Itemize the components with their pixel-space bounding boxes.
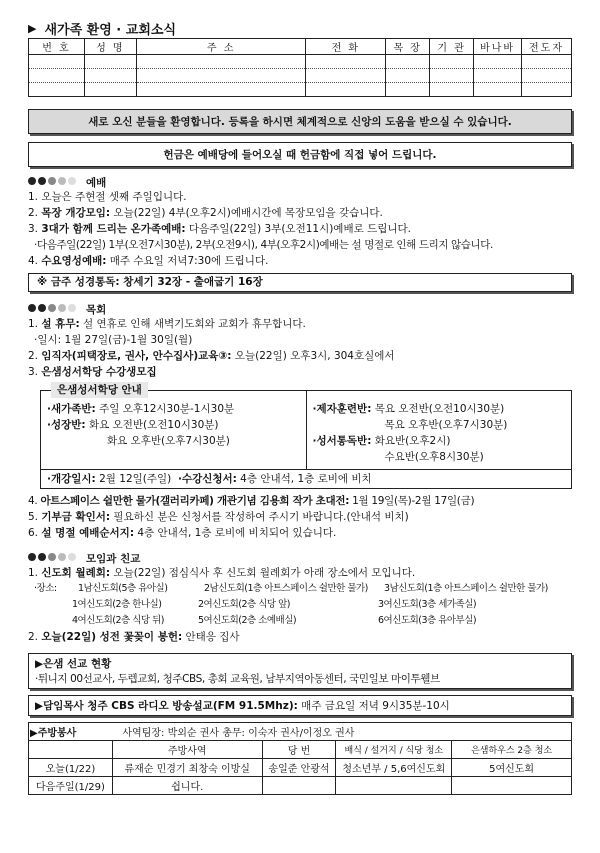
missions-box: [28, 653, 572, 689]
bible-school-box: [40, 384, 572, 489]
register-row: [29, 55, 572, 69]
bulletin-page: [28, 18, 572, 795]
list-item: 3. 3대가 함께 드리는 온가족예배: 다음주일(22일) 3부(오전11시)예배로 드립니다.: [28, 223, 411, 235]
list-item: ·일시: 1월 27일(금)-1월 30일(월): [34, 334, 193, 346]
col-number: 번 호: [29, 39, 85, 55]
list-item: 4. 아트스페이스 쉴만한 물가(갤러리카페) 개관기념 김용희 작가 초대전: 1월 19일(목)-2월 17일(금): [28, 495, 475, 507]
list-item: 4. 수요영성예배: 매주 수요일 저녁7:30에 드립니다.: [28, 255, 269, 267]
bible-reading-note: ※ 금주 성경통독: 창세기 32장 - 출애굽기 16장: [28, 273, 572, 292]
col-barnabas: 바나바: [474, 39, 522, 55]
radio-text: 매주 금요일 저녁 9시35분-10시: [297, 700, 450, 712]
list-item: 2. 목장 개강모임: 오늘(22일) 4부(오후2시)예배시간에 목장모임을 갖습니다.: [28, 207, 383, 219]
bible-school-right: ·제자훈련반: 목요 오전반(오전10시30분) 목요 오후반(오후7시30분) ·성서통독반: 화요반(오후2시) 수요반(오후8시30분): [306, 391, 572, 469]
col-group: 목 장: [386, 39, 430, 55]
radio-box: [28, 695, 572, 716]
bible-school-bottom: ·개강일시: 2월 12일(주일) ·수강신청서: 4층 안내석, 1층 로비에 비치: [41, 469, 571, 488]
fellowship-heading: [28, 551, 572, 565]
table-row: 오늘(1/22) 류재순 민경기 최창숙 이방실 송일준 안광석 청소년부 / 5,6여신도회 5여신도회: [29, 759, 572, 777]
dots-icon: [28, 304, 78, 315]
col-phone: 전 화: [306, 39, 386, 55]
bible-school-tag: 은샘성서학당 안내: [51, 382, 148, 398]
list-item: 2. 오늘(22일) 성전 꽃꽂이 봉헌: 안태응 집사: [28, 631, 240, 643]
pastoral-list: [28, 316, 572, 380]
list-item: 3. 은샘성서학당 수강생모집: [28, 366, 157, 378]
col-evangelist: 전도자: [522, 39, 572, 55]
col-serving: 배식 / 설거지 / 식당 청소: [336, 741, 452, 759]
offering-box: 헌금은 예배당에 들어오실 때 헌금함에 직접 넣어 드립니다.: [28, 142, 572, 167]
col-address: 주 소: [136, 39, 306, 55]
list-item: 1. 설 휴무: 설 연휴로 인해 새벽기도회와 교회가 휴무합니다.: [28, 318, 306, 330]
pastoral-heading-text: 목회: [86, 303, 107, 316]
kitchen-duty-subtitle: 사역팀장: 박외순 권사 총무: 이숙자 권사/이정오 권사: [112, 723, 571, 741]
col-on-duty: 당 번: [262, 741, 336, 759]
pastoral-heading: [28, 302, 572, 316]
worship-heading: [28, 175, 572, 189]
dots-icon: [28, 177, 78, 188]
register-row: [29, 69, 572, 83]
list-item: 5. 기부금 확인서: 필요하신 분은 신청서를 작성하여 주시기 바랍니다.(안내석 비치): [28, 511, 409, 523]
missions-title: ▶은샘 선교 현황: [35, 658, 112, 670]
fellowship-places: ·장소: 1남신도회(5층 유아실) 2남신도회(1층 아트스페이스 쉴만한 물가) 3남신도회(1층 아트스페이스 쉴만한 물가) 1여신도회(2층 한나실) 2여신도회(2층 식당 앞) 3여신도회(3층 세가족실) 4여신도회(2층 식당 뒤) 5여신도회(2층 소예배실) 6여신도회(3층 유아부실): [34, 583, 548, 626]
kitchen-duty-table: [28, 722, 572, 795]
radio-title: ▶담임목사 청주 CBS 라디오 방송설교(FM 91.5Mhz):: [35, 700, 298, 712]
col-kitchen: 주방사역: [112, 741, 262, 759]
col-name: 성 명: [84, 39, 136, 55]
worship-list: [28, 189, 572, 269]
triangle-icon: ▶: [28, 21, 37, 35]
missions-text: ·튀니지 00선교사, 두렙교회, 청주CBS, 총회 교육원, 남부지역아동센터, 국민일보 마이투웰브: [35, 673, 440, 685]
register-row: [29, 83, 572, 97]
list-item: 6. 설 명절 예배순서지: 4층 안내석, 1층 로비에 비치되어 있습니다.: [28, 527, 337, 539]
pastoral-more-list: [28, 493, 572, 541]
page-title: 새가족 환영 · 교회소식: [44, 22, 177, 38]
list-item: 1. 오늘은 주현절 셋째 주일입니다.: [28, 191, 187, 203]
col-org: 기 관: [430, 39, 474, 55]
fellowship-heading-text: 모임과 친교: [86, 552, 141, 565]
newcomer-register-table: [28, 38, 572, 97]
bible-school-left: ·새가족반: 주일 오후12시30분-1시30분 ·성장반: 화요 오전반(오전10시30분) 화요 오후반(오후7시30분): [47, 403, 235, 447]
dots-icon: [28, 553, 78, 564]
col-house-cleaning: 은샘하우스 2층 청소: [452, 741, 572, 759]
list-item: 2. 임직자(피택장로, 권사, 안수집사)교육③: 오늘(22일) 오후3시, 304호실에서: [28, 350, 395, 362]
section-title: [28, 18, 572, 38]
list-item: 1. 신도회 월례회: 오늘(22일) 점심식사 후 신도회 월례회가 아래 장소에서 모입니다.: [28, 567, 416, 579]
worship-heading-text: 예배: [86, 176, 107, 189]
kitchen-duty-title: ▶주방봉사: [29, 723, 113, 741]
table-row: 다음주일(1/29) 쉽니다.: [29, 777, 572, 795]
list-item: ·다음주일(22일) 1부(오전7시30분), 2부(오전9시), 4부(오후2시)예배는 설 명절로 인해 드리지 않습니다.: [34, 239, 493, 251]
welcome-box: 새로 오신 분들을 환영합니다. 등록을 하시면 체계적으로 신앙의 도움을 받으실 수 있습니다.: [28, 109, 572, 134]
